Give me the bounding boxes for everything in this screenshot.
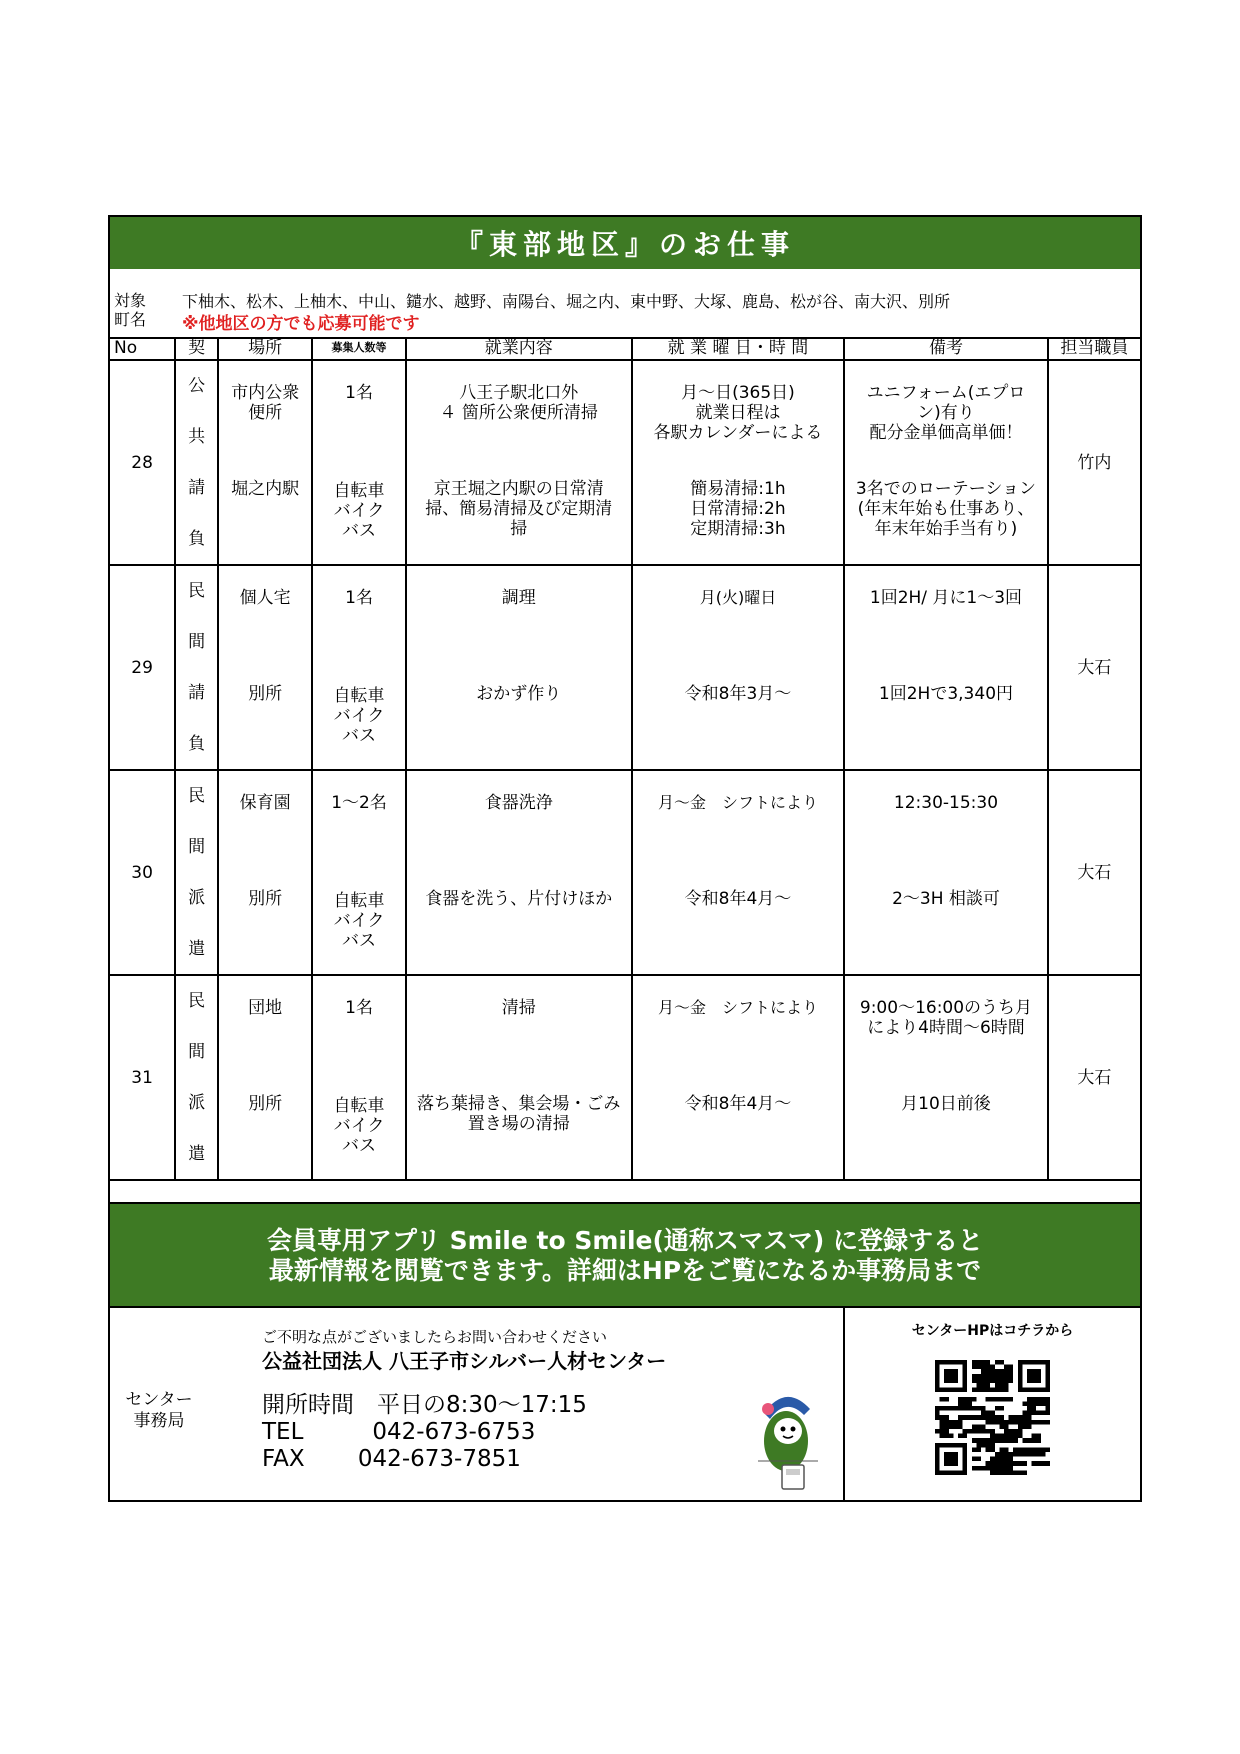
recruit-bottom: 自転車 バイク バス bbox=[333, 686, 385, 746]
job-row-29 bbox=[110, 565, 1140, 770]
tel-number[interactable]: TEL 042-673-6753 bbox=[262, 1419, 536, 1445]
app-banner bbox=[110, 1202, 1140, 1308]
remarks-bottom: 2～3H 相談可 bbox=[892, 889, 1000, 909]
contract-char: 民 bbox=[188, 581, 206, 602]
contract-char: 請 bbox=[188, 682, 206, 703]
contract-chars bbox=[176, 566, 217, 769]
schedule-cell bbox=[632, 975, 845, 1180]
schedule-cell bbox=[632, 770, 845, 975]
contract-char: 派 bbox=[188, 887, 206, 908]
header-remarks: 備考 bbox=[844, 337, 1048, 360]
recruit-top: 1～2名 bbox=[331, 793, 387, 813]
contract-chars bbox=[176, 976, 217, 1179]
contract-char: 民 bbox=[188, 786, 206, 807]
area-label: 対象 町名 bbox=[114, 291, 147, 329]
schedule-cell bbox=[632, 360, 845, 565]
content-cell bbox=[406, 975, 632, 1180]
area-towns: 下柚木、松木、上柚木、中山、鑓水、越野、南陽台、堀之内、東中野、大塚、鹿島、松が谷、南大沢、別所 bbox=[182, 292, 951, 311]
content-top: 清掃 bbox=[501, 998, 536, 1018]
contract-char: 負 bbox=[188, 733, 206, 754]
content-top: 食器洗浄 bbox=[484, 793, 553, 813]
remarks-bottom: 3名でのローテーション (年末年始も仕事あり、 年末年始手当有り) bbox=[855, 479, 1037, 539]
contract-chars bbox=[176, 771, 217, 974]
place-top: 団地 bbox=[248, 998, 283, 1018]
header-staff: 担当職員 bbox=[1048, 337, 1140, 360]
remarks-cell bbox=[844, 565, 1048, 770]
jobs-table bbox=[110, 337, 1140, 1181]
job-row-31 bbox=[110, 975, 1140, 1180]
staff-name: 竹内 bbox=[1048, 360, 1140, 565]
content-cell bbox=[406, 565, 632, 770]
job-number: 30 bbox=[110, 770, 175, 975]
recruit-cell bbox=[312, 360, 405, 565]
recruit-bottom: 自転車 バイク バス bbox=[333, 1096, 385, 1156]
content-cell bbox=[406, 770, 632, 975]
footer bbox=[110, 1306, 1140, 1502]
staff-name: 大石 bbox=[1048, 565, 1140, 770]
recruit-bottom: 自転車 バイク バス bbox=[333, 481, 385, 541]
place-bottom: 堀之内駅 bbox=[231, 479, 300, 499]
remarks-top: 9:00～16:00のうち月 により4時間～6時間 bbox=[859, 998, 1033, 1038]
banner-line-2: 最新情報を閲覧できます。詳細はHPをご覧になるか事務局まで bbox=[268, 1256, 982, 1285]
recruit-cell bbox=[312, 565, 405, 770]
target-area bbox=[110, 269, 1140, 339]
remarks-top: 1回2H/ 月に1～3回 bbox=[869, 588, 1023, 608]
mascot-telephone-icon bbox=[748, 1383, 828, 1493]
contract-char: 遣 bbox=[188, 1143, 206, 1164]
contact-section bbox=[110, 1308, 845, 1502]
schedule-top: 月～日(365日) 就業日程は 各駅カレンダーによる bbox=[653, 383, 823, 443]
contact-details bbox=[262, 1392, 587, 1473]
schedule-bottom: 令和8年4月～ bbox=[684, 889, 792, 909]
contract-type bbox=[175, 360, 218, 565]
content-bottom: 落ち葉掃き、集会場・ごみ 置き場の清掃 bbox=[417, 1094, 621, 1134]
content-top: 調理 bbox=[501, 588, 536, 608]
remarks-top: ユニフォーム(エプロ ン)有り 配分金単価高単価！ bbox=[866, 383, 1026, 443]
content-bottom: おかず作り bbox=[476, 684, 562, 704]
recruit-bottom: 自転車 バイク バス bbox=[333, 891, 385, 951]
organization-name: 公益社団法人 八王子市シルバー人材センター bbox=[262, 1349, 667, 1373]
qr-code-icon[interactable] bbox=[935, 1360, 1050, 1475]
contract-char: 共 bbox=[188, 427, 206, 448]
content-top: 八王子駅北口外 ４ 箇所公衆便所清掃 bbox=[439, 383, 598, 423]
header-recruit: 募集人数等 bbox=[312, 337, 405, 360]
header-no: No bbox=[110, 337, 175, 360]
schedule-top: 月～金 シフトにより bbox=[657, 793, 818, 812]
schedule-cell bbox=[632, 565, 845, 770]
job-number: 31 bbox=[110, 975, 175, 1180]
recruit-cell bbox=[312, 975, 405, 1180]
contract-char: 負 bbox=[188, 528, 206, 549]
place-cell bbox=[218, 770, 312, 975]
recruit-cell bbox=[312, 770, 405, 975]
job-row-28 bbox=[110, 360, 1140, 565]
qr-section bbox=[845, 1308, 1140, 1502]
contract-char: 請 bbox=[188, 477, 206, 498]
place-top: 個人宅 bbox=[239, 588, 291, 608]
schedule-top: 月(火)曜日 bbox=[699, 588, 777, 607]
place-bottom: 別所 bbox=[248, 889, 283, 909]
job-number: 29 bbox=[110, 565, 175, 770]
remarks-cell bbox=[844, 975, 1048, 1180]
place-bottom: 別所 bbox=[248, 684, 283, 704]
job-sheet-frame bbox=[108, 215, 1142, 1502]
place-cell bbox=[218, 565, 312, 770]
place-cell bbox=[218, 360, 312, 565]
place-bottom: 別所 bbox=[248, 1094, 283, 1114]
contract-char: 間 bbox=[188, 632, 206, 653]
contract-char: 間 bbox=[188, 1042, 206, 1063]
remarks-bottom: 月10日前後 bbox=[901, 1094, 991, 1114]
header-place: 場所 bbox=[218, 337, 312, 360]
contract-char: 間 bbox=[188, 837, 206, 858]
remarks-cell bbox=[844, 770, 1048, 975]
contract-char: 公 bbox=[188, 376, 206, 397]
recruit-top: 1名 bbox=[345, 383, 373, 403]
table-header-row bbox=[110, 337, 1140, 360]
banner-line-1: 会員専用アプリ Smile to Smile(通称スマスマ) に登録すると bbox=[266, 1226, 984, 1255]
contract-char: 遣 bbox=[188, 938, 206, 959]
header-schedule: 就 業 曜 日・時 間 bbox=[632, 337, 845, 360]
place-top: 保育園 bbox=[239, 793, 291, 813]
job-number: 28 bbox=[110, 360, 175, 565]
remarks-top: 12:30-15:30 bbox=[893, 793, 999, 813]
place-cell bbox=[218, 975, 312, 1180]
area-note: ※他地区の方でも応募可能です bbox=[182, 314, 420, 334]
remarks-bottom: 1回2Hで3,340円 bbox=[878, 684, 1014, 704]
place-top: 市内公衆 便所 bbox=[231, 383, 300, 423]
contract-char: 派 bbox=[188, 1092, 206, 1113]
schedule-bottom: 簡易清掃:1h 日常清掃:2h 定期清掃:3h bbox=[690, 479, 786, 539]
contract-chars bbox=[176, 361, 217, 564]
remarks-cell bbox=[844, 360, 1048, 565]
content-bottom: 京王堀之内駅の日常清 掃、簡易清掃及び定期清 掃 bbox=[425, 479, 613, 539]
office-hours: 開所時間 平日の8:30～17:15 bbox=[262, 1392, 587, 1418]
recruit-top: 1名 bbox=[345, 998, 373, 1018]
center-label: センター 事務局 bbox=[125, 1390, 193, 1431]
header-contract: 契 bbox=[175, 337, 218, 360]
schedule-bottom: 令和8年3月～ bbox=[684, 684, 792, 704]
page-title: 『東部地区』のお仕事 bbox=[110, 217, 1140, 269]
job-row-30 bbox=[110, 770, 1140, 975]
inquiry-text: ご不明な点がございましたらお問い合わせください bbox=[262, 1328, 608, 1346]
qr-caption: センターHPはコチラから bbox=[911, 1323, 1074, 1339]
contract-type bbox=[175, 565, 218, 770]
content-cell bbox=[406, 360, 632, 565]
header-content: 就業内容 bbox=[406, 337, 632, 360]
contract-type bbox=[175, 770, 218, 975]
recruit-top: 1名 bbox=[345, 588, 373, 608]
contract-char: 民 bbox=[188, 991, 206, 1012]
contract-type bbox=[175, 975, 218, 1180]
schedule-bottom: 令和8年4月～ bbox=[684, 1094, 792, 1114]
staff-name: 大石 bbox=[1048, 975, 1140, 1180]
content-bottom: 食器を洗う、片付けほか bbox=[425, 889, 613, 909]
schedule-top: 月～金 シフトにより bbox=[657, 998, 818, 1017]
fax-number: FAX 042-673-7851 bbox=[262, 1446, 521, 1472]
staff-name: 大石 bbox=[1048, 770, 1140, 975]
